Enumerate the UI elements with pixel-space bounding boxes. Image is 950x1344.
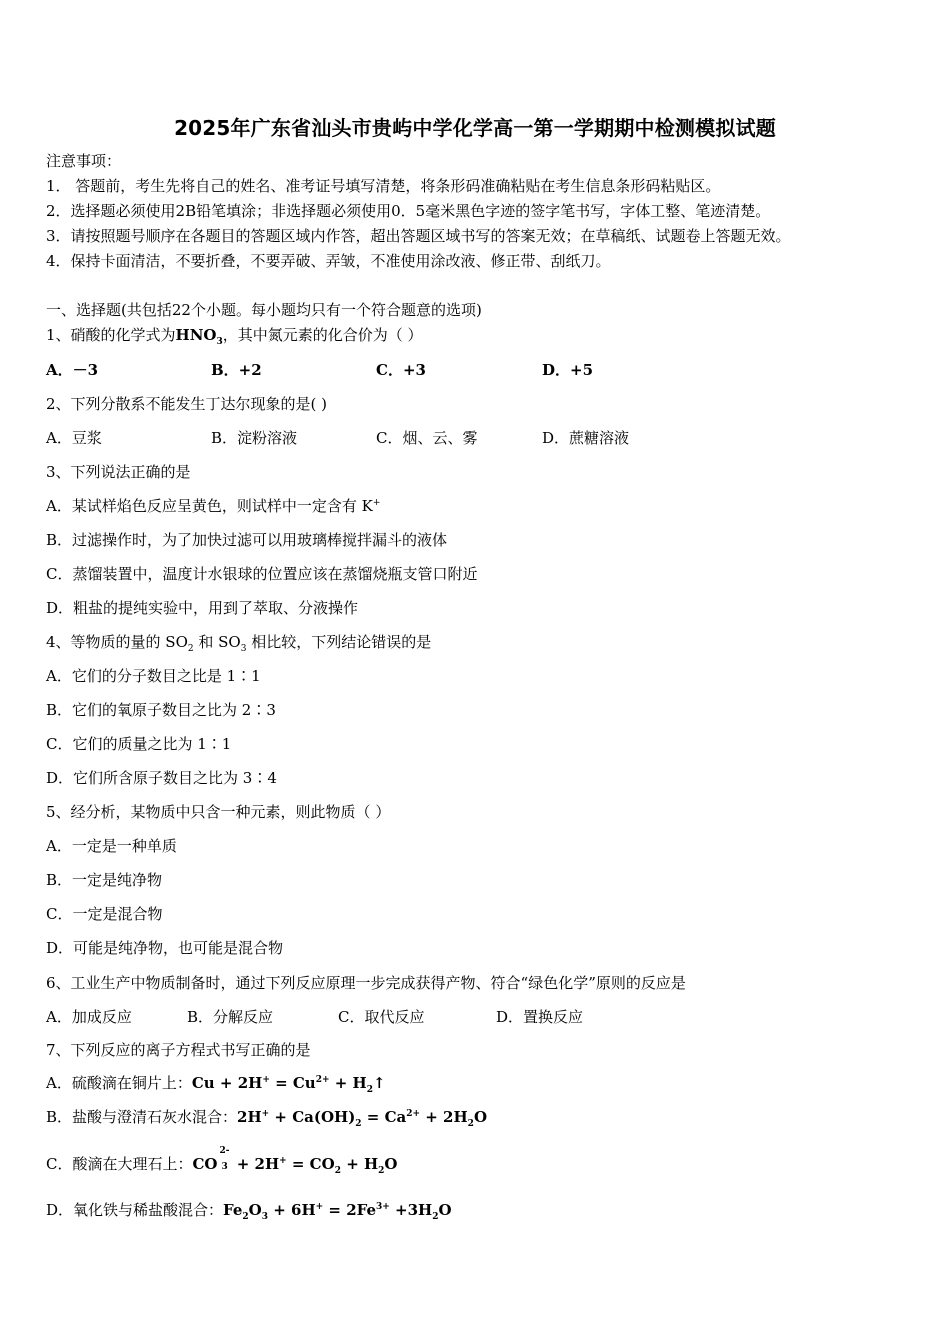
question-5-stem: 5、经分析，某物质中只含一种元素，则此物质（ ）: [46, 803, 391, 821]
q1-option-a[interactable]: A．－3: [46, 361, 99, 379]
q2-option-b[interactable]: B．淀粉溶液: [211, 429, 298, 447]
q2-option-d[interactable]: D．蔗糖溶液: [542, 429, 630, 447]
q7-c-equation: CO 2- 3 + $2H^+ = CO_2 + H_2O$: [192, 1146, 398, 1176]
notice-item-1: 1． 答题前，考生先将自己的姓名、准考证号填写清楚，将条形码准确粘贴在考生信息条形码粘贴区。: [46, 177, 721, 195]
question-2-options: [46, 428, 629, 448]
q3-option-a[interactable]: A．某试样焰色反应呈黄色，则试样中一定含有 K+: [46, 497, 381, 515]
q6-option-c[interactable]: C．取代反应: [338, 1008, 425, 1026]
q4-option-c[interactable]: C．它们的质量之比为 1∶1: [46, 735, 232, 753]
q3-option-c[interactable]: C．蒸馏装置中，温度计水银球的位置应该在蒸馏烧瓶支管口附近: [46, 565, 478, 583]
question-7-stem: 7、下列反应的离子方程式书写正确的是: [46, 1041, 311, 1059]
q2-option-c[interactable]: C．烟、云、雾: [376, 429, 478, 447]
q6-option-d[interactable]: D．置换反应: [496, 1008, 584, 1026]
question-3-stem: 3、下列说法正确的是: [46, 463, 191, 481]
notice-item-2: 2．选择题必须使用2B铅笔填涂；非选择题必须使用0．5毫米黑色字迹的签字笔书写，字体工整、笔迹清楚。: [46, 202, 771, 220]
q7-option-c[interactable]: C．酸滴在大理石上：CO 2- 3 + $2H^+ = CO_2 + H_2O$: [46, 1146, 398, 1176]
question-4-stem: 4、等物质的量的 $SO_2$ 和 $SO_3$ 相比较，下列结论错误的是: [46, 633, 432, 654]
q7-option-d[interactable]: D．氧化铁与稀盐酸混合：$Fe_2O_3 + 6H^+ = 2Fe^{3+} +3H_2O$: [46, 1201, 452, 1222]
q7-option-a[interactable]: A．硫酸滴在铜片上：$Cu + 2H^+ = Cu^{2+}$ + $H_2↑$: [46, 1074, 386, 1095]
notice-item-3: 3．请按照题号顺序在各题目的答题区域内作答，超出答题区域书写的答案无效；在草稿纸、试题卷上答题无效。: [46, 227, 791, 245]
question-6-stem: 6、工业生产中物质制备时，通过下列反应原理一步完成获得产物、符合“绿色化学”原则的反应是: [46, 974, 686, 992]
q7-d-equation: $Fe_2O_3 + 6H^+ = 2Fe^{3+} +3H_2O$: [223, 1201, 452, 1222]
q3-option-d[interactable]: D．粗盐的提纯实验中，用到了萃取、分液操作: [46, 599, 359, 617]
carbonate-charge-stack: 2- 3: [219, 1146, 230, 1172]
q3-option-b[interactable]: B．过滤操作时，为了加快过滤可以用玻璃棒搅拌漏斗的液体: [46, 531, 448, 549]
q4-option-b[interactable]: B．它们的氧原子数目之比为 2∶3: [46, 701, 276, 719]
q7-b-equation: $2H^+ + Ca(OH)_2 = Ca^{2+} + 2H_2O$: [237, 1108, 488, 1129]
question-1-options: [46, 360, 593, 380]
page-title: 2025年广东省汕头市贵屿中学化学高一第一学期期中检测模拟试题: [174, 116, 776, 140]
notice-heading: 注意事项：: [46, 152, 122, 170]
q1-option-c[interactable]: C．+3: [376, 361, 426, 379]
q5-option-b[interactable]: B．一定是纯净物: [46, 871, 163, 889]
q4-option-d[interactable]: D．它们所含原子数目之比为 3∶4: [46, 769, 277, 787]
q6-option-a[interactable]: A．加成反应: [46, 1008, 132, 1026]
q1-option-b[interactable]: B．+2: [211, 361, 262, 379]
question-1-stem: 1、硝酸的化学式为$HNO_3$，其中氮元素的化合价为（ ）: [46, 326, 423, 347]
notice-item-4: 4．保持卡面清洁，不要折叠，不要弄破、弄皱，不准使用涂改液、修正带、刮纸刀。: [46, 252, 611, 270]
question-2-stem: 2、下列分散系不能发生丁达尔现象的是( ): [46, 395, 328, 413]
q5-option-c[interactable]: C．一定是混合物: [46, 905, 163, 923]
q7-a-equation: $Cu + 2H^+ = Cu^{2+}$ + $H_2↑$: [191, 1074, 386, 1095]
section-heading: 一、选择题(共包括22个小题。每小题均只有一个符合题意的选项): [46, 301, 482, 319]
q7-option-b[interactable]: B．盐酸与澄清石灰水混合：$2H^+ + Ca(OH)_2 = Ca^{2+} + 2H_2O$: [46, 1108, 488, 1129]
q4-option-a[interactable]: A．它们的分子数目之比是 1∶1: [46, 667, 261, 685]
q5-option-a[interactable]: A．一定是一种单质: [46, 837, 177, 855]
q1-option-d[interactable]: D．+5: [542, 361, 594, 379]
q2-option-a[interactable]: A．豆浆: [46, 429, 102, 447]
hno3-formula: $HNO_3$: [175, 326, 223, 347]
q6-option-b[interactable]: B．分解反应: [187, 1008, 274, 1026]
question-6-options: [46, 1007, 583, 1027]
q5-option-d[interactable]: D．可能是纯净物，也可能是混合物: [46, 939, 284, 957]
